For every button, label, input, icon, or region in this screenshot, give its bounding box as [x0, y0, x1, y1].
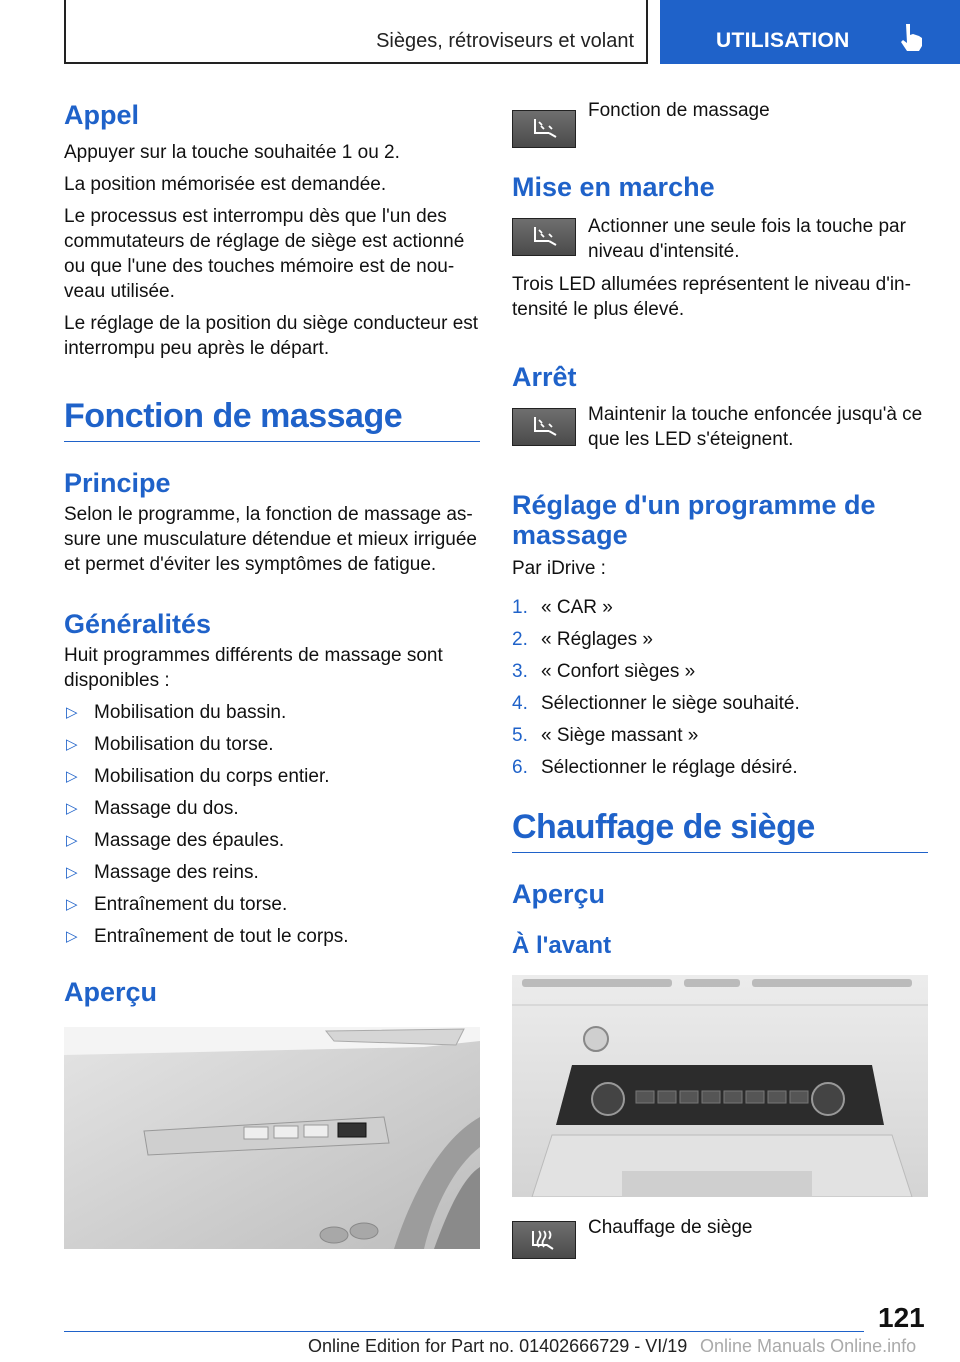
left-column — [64, 98, 480, 1249]
principe-heading: Principe — [64, 468, 171, 498]
heated-seat-icon — [512, 1221, 576, 1259]
list-item: 3. « Confort sièges » — [512, 661, 696, 682]
massage-heading: Fonction de massage — [64, 397, 403, 435]
list-item: ▷ Mobilisation du corps entier. — [66, 766, 330, 787]
arret-icon-text: Maintenir la touche enfoncée jusqu'à ce que les LED s'éteignent. — [588, 404, 923, 450]
bullet-icon: ▷ — [66, 704, 78, 721]
door-panel-photo — [64, 1027, 480, 1249]
appel-paragraph-2: La position mémorisée est demandée. — [64, 174, 387, 195]
list-item: 4. Sélectionner le siège souhaité. — [512, 693, 800, 714]
apercu-heading-left: Aperçu — [64, 977, 158, 1007]
page-number: 121 — [878, 1302, 925, 1333]
massage-seat-icon — [512, 110, 576, 148]
massage-heading-rule — [64, 441, 480, 442]
list-item: ▷ Massage des reins. — [66, 862, 259, 883]
generalites-heading: Généralités — [64, 609, 212, 639]
arret-heading: Arrêt — [512, 362, 577, 392]
reglage-paragraph: Par iDrive : — [512, 558, 606, 579]
list-item: ▷ Mobilisation du bassin. — [66, 702, 287, 723]
massage-function-label: Fonction de massage — [588, 100, 770, 121]
header-chapter-title: UTILISATION — [716, 29, 850, 52]
header-chapter-tab — [660, 0, 960, 64]
list-item: 2. « Réglages » — [512, 629, 653, 650]
arret-row — [512, 402, 928, 452]
footer-site-watermark: Online Manuals Online.info — [700, 1336, 917, 1356]
list-item: ▷ Massage des épaules. — [66, 830, 285, 851]
list-item: ▷ Entraînement de tout le corps. — [66, 926, 349, 947]
chauffage-heading: Chauffage de siège — [512, 808, 815, 846]
bullet-icon: ▷ — [66, 928, 78, 945]
appel-heading: Appel — [64, 100, 140, 130]
pointing-hand-icon — [896, 22, 926, 52]
list-item: 1. « CAR » — [512, 597, 613, 618]
header-section-title: Sièges, rétroviseurs et volant — [376, 30, 634, 52]
list-item: 5. « Siège massant » — [512, 725, 699, 746]
bullet-icon: ▷ — [66, 736, 78, 753]
dashboard-photo — [512, 975, 928, 1197]
bullet-icon: ▷ — [66, 864, 78, 881]
list-item: 6. Sélectionner le réglage désiré. — [512, 757, 798, 778]
list-item: ▷ Massage du dos. — [66, 798, 239, 819]
mise-en-marche-row — [512, 214, 928, 264]
right-column — [512, 98, 928, 1253]
footer-edition: Online Edition for Part no. 01402666729 - VI/19 — [308, 1336, 688, 1356]
chauffage-heading-rule — [512, 852, 928, 853]
heated-seat-row — [512, 1215, 928, 1253]
massage-program-list — [64, 700, 480, 949]
appel-paragraph-4: Le réglage de la position du siège conducteur est interrompu peu après le départ. — [64, 313, 479, 359]
chauffage-section-header — [512, 806, 928, 853]
massage-section-header — [64, 395, 480, 442]
list-item: ▷ Entraînement du torse. — [66, 894, 288, 915]
bullet-icon: ▷ — [66, 832, 78, 849]
bullet-icon: ▷ — [66, 896, 78, 913]
generalites-paragraph: Huit programmes différents de massage sont disponibles : — [64, 645, 443, 691]
principe-paragraph: Selon le programme, la fonction de massage assure une musculature détendue et mieux irriguée et permet d'éviter les symptômes de fatigue. — [64, 504, 477, 575]
bullet-icon: ▷ — [66, 800, 78, 817]
heated-seat-label: Chauffage de siège — [588, 1217, 753, 1238]
appel-paragraph-3: Le processus est interrompu dès que l'un des commutateurs de réglage de siège est actionné ou que l'une des touches mémoire est de nouveau utilisée. — [64, 206, 465, 302]
mise-en-marche-heading: Mise en marche — [512, 172, 715, 202]
reglage-heading: Réglage d'un programme de massage — [512, 490, 876, 550]
massage-function-row — [512, 98, 928, 136]
avant-heading: À l'avant — [512, 932, 612, 959]
massage-seat-icon — [512, 218, 576, 256]
mise-en-marche-icon-text: Actionner une seule fois la touche par niveau d'intensité. — [588, 216, 906, 262]
footer-rule — [64, 1331, 864, 1332]
massage-seat-icon — [512, 408, 576, 446]
reglage-steps-list — [512, 595, 928, 780]
bullet-icon: ▷ — [66, 768, 78, 785]
mise-en-marche-paragraph: Trois LED allumées représentent le niveau d'intensité le plus élevé. — [512, 274, 911, 320]
appel-paragraph-1: Appuyer sur la touche souhaitée 1 ou 2. — [64, 142, 400, 163]
list-item: ▷ Mobilisation du torse. — [66, 734, 274, 755]
apercu-heading-right: Aperçu — [512, 879, 606, 909]
header-section-box — [64, 0, 648, 64]
